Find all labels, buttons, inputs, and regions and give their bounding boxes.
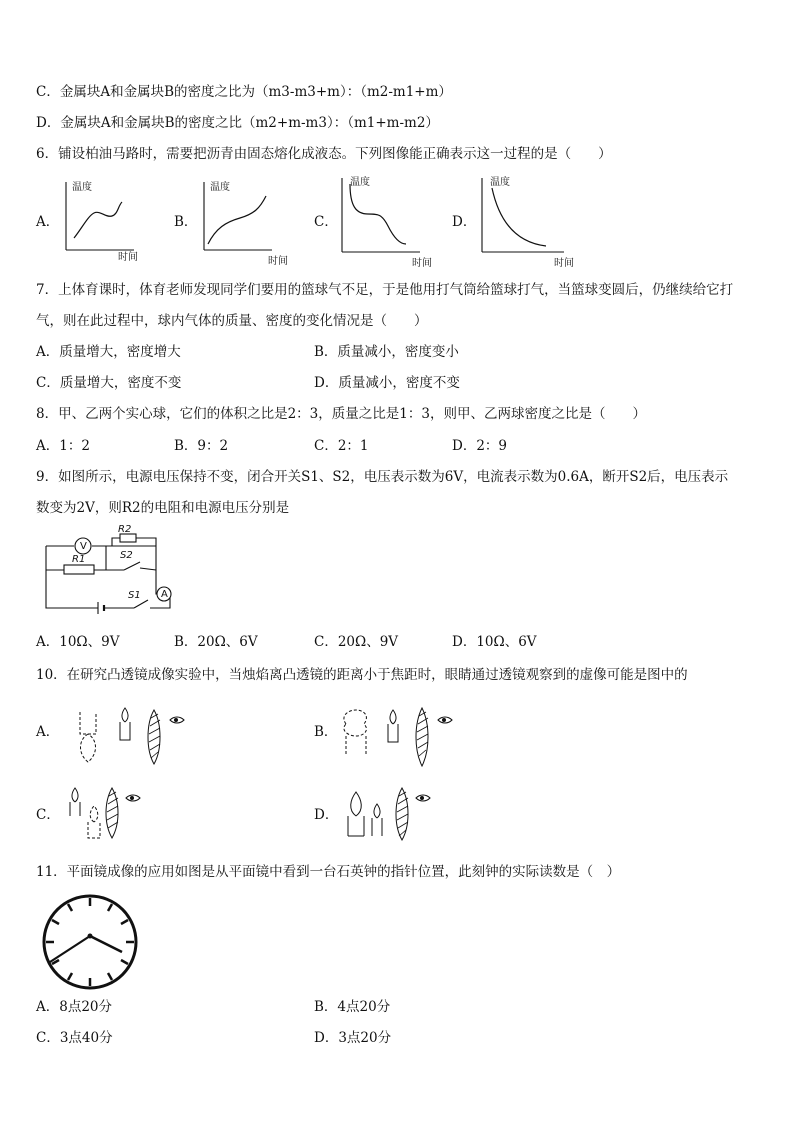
q10-label-a: A． [36, 724, 60, 740]
q10-figure-b [340, 706, 460, 768]
convex-lens [396, 788, 408, 840]
eye-pupil [130, 796, 134, 800]
curve [350, 184, 406, 244]
q7-stem-line1: 7．上体育课时，体育老师发现同学们要用的篮球气不足，于是他用打气筒给篮球打气，当篮球变圆后，仍继续给它打 [36, 282, 734, 298]
q9-stem-line1: 9．如图所示，电源电压保持不变，闭合开关S1、S2，电压表示数为6V，电流表示数为0.6A，断开S2后，电压表示 [36, 469, 729, 485]
s1-label: S1 [128, 590, 141, 601]
eye-pupil [420, 796, 424, 800]
ammeter-label: A [161, 589, 168, 600]
q10-figure-d [340, 786, 440, 842]
q6-graph-a [60, 178, 140, 263]
resistor-r1 [64, 565, 94, 574]
top-wire [46, 538, 156, 546]
clock-face [44, 896, 136, 988]
q6-graph-b [198, 178, 288, 268]
q7-option-a: A．质量增大，密度增大 [36, 344, 181, 360]
q11-clock-mirror-image [40, 892, 140, 992]
small-candle-dashed [88, 806, 100, 838]
q9-option-d: D．10Ω、6V [452, 634, 537, 650]
virtual-image-dashed [80, 712, 96, 762]
minute-hand [50, 936, 90, 962]
virtual-image-candle [70, 788, 80, 816]
switch-s2 [124, 562, 140, 570]
q9-circuit-diagram [40, 524, 190, 618]
voltmeter-label: V [80, 541, 87, 552]
q6-label-c: C． [314, 214, 338, 230]
q11-option-b: B．4点20分 [314, 999, 391, 1015]
q8-option-c: C．2：1 [314, 438, 369, 454]
q6-label-a: A． [36, 214, 60, 230]
q10-stem: 10．在研究凸透镜成像实验中，当烛焰离凸透镜的距离小于焦距时，眼睛通过透镜观察到的虚像可能是图中的 [36, 667, 688, 683]
curve [492, 188, 546, 246]
q5-option-d: D．金属块A和金属块B的密度之比（m2+m-m3）：（m1+m-m2） [36, 115, 439, 131]
q10-figure-c [64, 786, 154, 842]
eye-pupil [442, 718, 446, 722]
clock-center [88, 934, 93, 939]
ylabel: 温度 [72, 182, 92, 193]
r1-branch-wire [46, 568, 156, 570]
virtual-image-candle [348, 792, 364, 836]
q6-label-d: D． [452, 214, 477, 230]
q9-option-b: B．20Ω、6V [174, 634, 258, 650]
q6-stem: 6．铺设柏油马路时，需要把沥青由固态熔化成液态。下列图像能正确表示这一过程的是（ ） [36, 146, 612, 162]
q9-option-c: C．20Ω、9V [314, 634, 399, 650]
ylabel: 温度 [490, 177, 510, 188]
q5-option-c: C．金属块A和金属块B的密度之比为（m3-m3+m）：（m2-m1+m） [36, 84, 452, 100]
virtual-image-dashed [344, 710, 367, 756]
q8-option-b: B．9：2 [174, 438, 229, 454]
s2-label: S2 [120, 550, 133, 561]
ylabel: 温度 [350, 177, 370, 188]
q7-stem-line2: 气，则在此过程中，球内气体的质量、密度的变化情况是（ ） [36, 313, 428, 329]
switch-s1 [134, 600, 148, 608]
q8-option-a: A．1：2 [36, 438, 90, 454]
q8-stem: 8．甲、乙两个实心球，它们的体积之比是2：3，质量之比是1：3，则甲、乙两球密度之比是（ ） [36, 406, 646, 422]
curve [208, 196, 266, 244]
eye-pupil [174, 718, 178, 722]
q11-option-d: D．3点20分 [314, 1030, 392, 1046]
q10-label-c: C． [36, 807, 60, 823]
q9-option-a: A．10Ω、9V [36, 634, 120, 650]
q10-label-d: D． [314, 807, 339, 823]
q6-graph-d [476, 172, 572, 268]
q11-option-a: A．8点20分 [36, 999, 113, 1015]
q6-label-b: B． [174, 214, 198, 230]
candle [388, 710, 398, 742]
hour-hand [90, 936, 122, 952]
r1-label: R1 [72, 554, 86, 565]
candle [120, 708, 130, 740]
q7-option-b: B．质量减小，密度变小 [314, 344, 459, 360]
q11-stem: 11．平面镜成像的应用如图是从平面镜中看到一台石英钟的指针位置，此刻钟的实际读数是（ ） [36, 864, 621, 880]
xlabel: 时间 [554, 258, 574, 269]
q7-option-d: D．质量减小，密度不变 [314, 375, 460, 391]
q9-stem-line2: 数变为2V，则R2的电阻和电源电压分别是 [36, 500, 290, 516]
ylabel: 温度 [210, 182, 230, 193]
candle [372, 804, 382, 836]
clock-ticks [46, 898, 134, 986]
curve [74, 202, 122, 238]
resistor-r2 [120, 534, 136, 542]
q7-option-c: C．质量增大，密度不变 [36, 375, 182, 391]
q10-figure-a [74, 706, 194, 768]
r2-label: R2 [118, 524, 132, 535]
q11-option-c: C．3点40分 [36, 1030, 113, 1046]
q10-label-b: B． [314, 724, 338, 740]
xlabel: 时间 [412, 258, 432, 269]
xlabel: 时间 [118, 252, 138, 263]
q8-option-d: D．2：9 [452, 438, 508, 454]
convex-lens [106, 788, 118, 838]
xlabel: 时间 [268, 256, 288, 267]
q6-graph-c [336, 172, 432, 269]
